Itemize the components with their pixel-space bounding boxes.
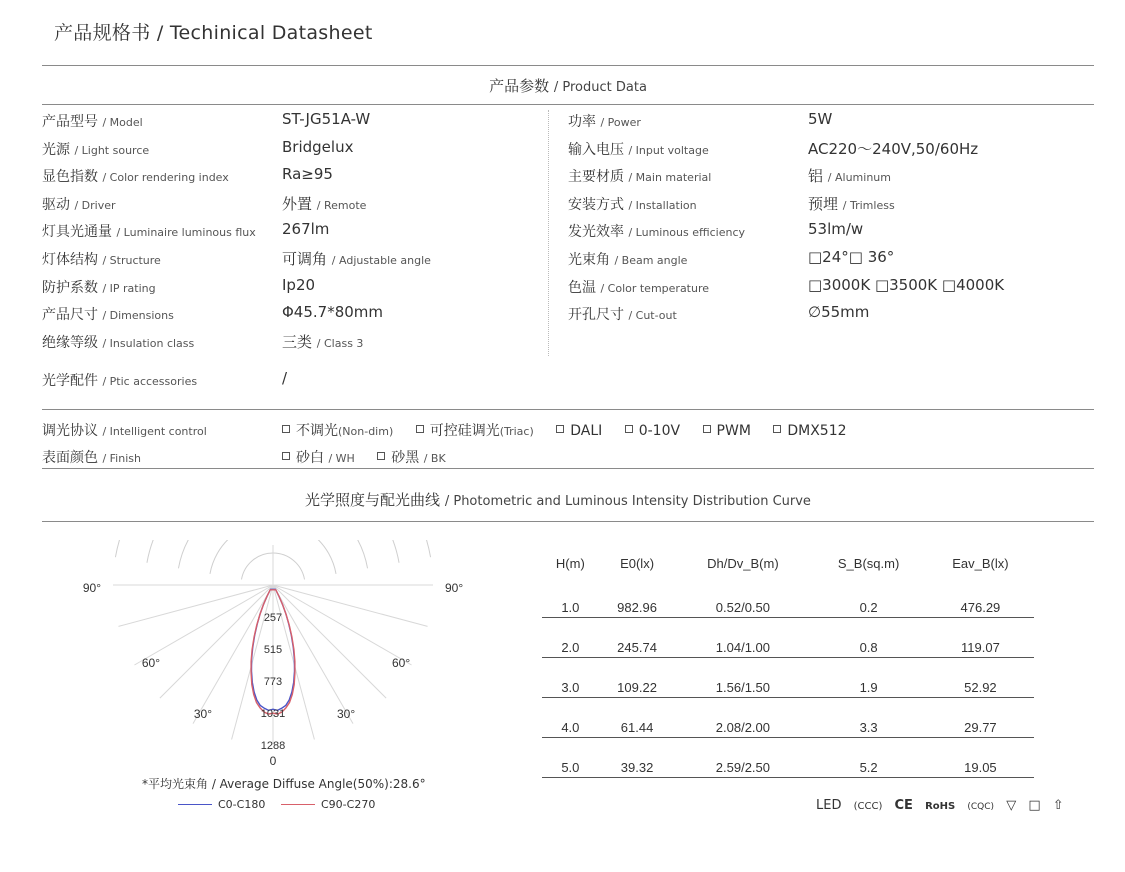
spec-value: 预埋: [808, 194, 839, 213]
ccc-mark-icon: (CCC): [853, 801, 883, 812]
radial-tick-label: 1031: [260, 708, 286, 720]
spec-label-en: / Color temperature: [600, 281, 710, 295]
table-header-cell: E0(lx): [620, 555, 655, 571]
radial-tick-label: 257: [263, 612, 283, 624]
table-row: [542, 658, 1034, 698]
table-cell: 245.74: [599, 618, 676, 658]
control-label-cn: 调光协议: [42, 423, 98, 439]
spec-value: Φ45.7*80mm: [282, 303, 384, 322]
angle-label-left-90: 90°: [82, 581, 101, 595]
spec-value: AC220～240V,50/60Hz: [808, 139, 979, 158]
table-cell: 5.0: [542, 738, 599, 778]
spec-right-label-4: [568, 221, 745, 241]
spec-label-cn: 防护系数: [42, 279, 98, 296]
control-option-pwm[interactable]: PWM: [703, 423, 751, 439]
spec-label-cn: 色温: [568, 279, 596, 296]
legend-c0-swatch: [178, 804, 212, 805]
divider-photometric: [42, 521, 1094, 522]
spec-value: 三类: [282, 332, 313, 351]
spec-left-label-0: [42, 111, 143, 131]
spec-value: 可调角: [282, 250, 328, 268]
spec-label-cn: 灯具光通量: [42, 224, 112, 241]
certification-marks: [816, 798, 1072, 813]
table-cell: 1.56/1.50: [675, 658, 810, 698]
table-header-cell: H(m): [555, 555, 585, 571]
spec-label-cn: 灯体结构: [42, 252, 98, 268]
angle-label-left-60: 60°: [141, 656, 160, 670]
square-mark-icon: □: [1028, 798, 1041, 813]
table-row: [542, 738, 1034, 778]
table-row: [542, 618, 1034, 658]
table-row: [542, 578, 1034, 618]
spec-label-cn: 显色指数: [42, 169, 98, 186]
table-cell: 119.07: [927, 618, 1034, 658]
table-cell: 4.0: [542, 698, 599, 738]
spec-value-en: / Class 3: [316, 336, 364, 350]
spec-label-cn: 安装方式: [568, 196, 624, 213]
polar-distribution-chart: [70, 540, 490, 772]
spec-label-en: / Cut-out: [628, 309, 677, 323]
spec-value: 外置: [282, 194, 313, 213]
spec-right-label-5: [568, 249, 687, 269]
spec-left-value-7: [282, 303, 383, 321]
control-option-nondim[interactable]: 不调光(Non-dim): [282, 420, 393, 440]
spec-label-en: / Beam angle: [614, 254, 688, 267]
polar-spoke: [273, 585, 356, 724]
table-header-cell: Dh/Dv_B(m): [707, 555, 779, 571]
spec-left-value-5: [282, 248, 431, 269]
table-cell: 1.04/1.00: [675, 618, 810, 658]
spec-left-label-1: [42, 139, 149, 159]
angle-label-right-60: 60°: [392, 656, 411, 670]
spec-right-value-3: [808, 193, 895, 214]
spec-label-en: / IP rating: [102, 281, 156, 295]
finish-options: [282, 447, 464, 467]
polar-spoke: [273, 585, 386, 698]
spec-label-en: / Dimensions: [102, 309, 174, 323]
spec-label-cn: 光源: [42, 141, 70, 158]
spec-label-cn: 产品型号: [42, 114, 98, 130]
spec-label-en: / Installation: [628, 198, 697, 212]
table-cell: 109.22: [599, 658, 676, 698]
legend-c90-swatch: [281, 804, 315, 805]
spec-value: 铝: [808, 167, 824, 186]
spec-label-cn: 输入电压: [568, 141, 624, 158]
spec-left-label-6: [42, 277, 156, 297]
table-cell: 1.9: [810, 658, 926, 698]
product-data-heading: [42, 75, 1094, 96]
spec-left-value-8: [282, 331, 363, 352]
spec-label-cn: 发光效率: [568, 224, 624, 241]
spec-value-en: / Adjustable angle: [331, 254, 431, 267]
ce-mark-icon: CE: [894, 798, 913, 813]
checkbox-icon: [625, 425, 633, 433]
spec-label-cn: 光束角: [568, 252, 610, 268]
spec-label-en: / Color rendering index: [102, 171, 229, 185]
table-cell: 3.3: [810, 698, 926, 738]
table-cell: 2.59/2.50: [675, 738, 810, 778]
spec-left-value-1: [282, 138, 353, 156]
optic-value: /: [282, 369, 288, 387]
legend-c90: C90-C270: [281, 798, 375, 811]
spec-right-label-0: [568, 111, 641, 131]
spec-label-cn: 驱动: [42, 196, 70, 213]
spec-right-value-2: [808, 165, 891, 186]
document-title: 产品规格书 / Techinical Datasheet: [54, 22, 373, 44]
chart-caption: *平均光束角 / Average Diffuse Angle(50%):28.6°: [142, 777, 426, 791]
polar-spoke: [118, 585, 273, 626]
table-cell: 982.96: [599, 578, 676, 618]
spec-left-label-4: [42, 221, 256, 241]
spec-right-value-7: [808, 303, 869, 321]
checkbox-icon: [282, 452, 290, 460]
control-option-dmx512[interactable]: DMX512: [773, 423, 846, 439]
rohs-mark-icon: RoHS: [925, 801, 956, 812]
checkbox-icon: [703, 425, 711, 433]
spec-label-en: / Driver: [74, 198, 116, 212]
divider-top: [42, 65, 1094, 66]
polar-spoke: [160, 585, 273, 698]
finish-option-bk[interactable]: 砂黑 / BK: [377, 447, 445, 467]
finish-label-en: / Finish: [102, 452, 141, 465]
finish-option-wh[interactable]: 砂白 / WH: [282, 447, 355, 467]
spec-right-label-6: [568, 277, 709, 297]
radial-tick-label: 773: [263, 676, 283, 688]
table-cell: 476.29: [927, 578, 1034, 618]
spec-value: □24°□ 36°: [808, 248, 895, 266]
optic-label-cn: 光学配件: [42, 373, 98, 389]
spec-value-en: / Remote: [316, 198, 367, 212]
spec-label-en: / Light source: [74, 143, 150, 157]
table-cell: 2.0: [542, 618, 599, 658]
spec-right-label-3: [568, 194, 697, 214]
spec-left-label-5: [42, 249, 161, 269]
control-label-en: / Intelligent control: [102, 425, 207, 438]
spec-value: 5W: [808, 110, 833, 128]
optic-label-en: / Ptic accessories: [102, 375, 198, 388]
spec-value: Ip20: [282, 275, 316, 294]
divider-product: [42, 104, 1094, 105]
spec-label-en: / Luminous efficiency: [628, 226, 746, 240]
angle-label-left-30: 30°: [193, 707, 212, 721]
table-cell: 52.92: [927, 658, 1034, 698]
control-option-triac[interactable]: 可控硅调光(Triac): [416, 420, 534, 440]
spec-label-cn: 产品尺寸: [42, 307, 98, 324]
finish-label-cn: 表面颜色: [42, 450, 98, 466]
checkbox-icon: [556, 425, 564, 433]
table-cell: 0.2: [810, 578, 926, 618]
photometric-heading-cn: 光学照度与配光曲线: [305, 491, 441, 509]
control-label: [42, 420, 207, 440]
spec-label-en: / Insulation class: [102, 336, 195, 350]
spec-left-value-0: [282, 110, 370, 128]
table-row: [542, 698, 1034, 738]
spec-left-value-2: [282, 165, 333, 183]
table-cell: 29.77: [927, 698, 1034, 738]
divider-control: [42, 409, 1094, 410]
table-cell: 3.0: [542, 658, 599, 698]
spec-right-label-2: [568, 166, 711, 186]
control-option-0-10v[interactable]: 0-10V: [625, 423, 680, 439]
spec-left-label-2: [42, 166, 229, 186]
table-body: [542, 578, 1034, 778]
radial-tick-label: 515: [263, 644, 283, 656]
angle-label-right-90: 90°: [445, 581, 464, 595]
spec-left-label-7: [42, 304, 174, 324]
spec-left-value-4: [282, 220, 329, 238]
checkbox-icon: [416, 425, 424, 433]
polar-spoke: [193, 585, 273, 724]
spec-label-cn: 功率: [568, 114, 596, 130]
spec-right-label-1: [568, 139, 709, 159]
angle-label-right-30: 30°: [337, 707, 356, 721]
spec-label-en: / Main material: [628, 171, 712, 185]
table-cell: 5.2: [810, 738, 926, 778]
spec-column-divider: [548, 110, 549, 356]
table-cell: 19.05: [927, 738, 1034, 778]
spec-label-cn: 绝缘等级: [42, 334, 98, 351]
spec-left-label-8: [42, 332, 194, 352]
control-options: [282, 420, 865, 440]
spec-right-value-0: [808, 110, 832, 128]
spec-right-value-1: [808, 138, 978, 159]
photometric-heading: [42, 489, 1094, 510]
spec-right-value-4: [808, 220, 863, 238]
spec-label-en: / Power: [600, 116, 641, 129]
spec-label-cn: 开孔尺寸: [568, 307, 624, 324]
house-mark-icon: ⇧: [1052, 798, 1064, 813]
spec-value: 53lm/w: [808, 220, 864, 239]
polar-spoke: [273, 585, 428, 626]
radial-tick-label: 1288: [260, 740, 286, 752]
checkbox-icon: [377, 452, 385, 460]
spec-label-en: / Model: [102, 116, 143, 129]
spec-label-en: / Structure: [102, 254, 161, 267]
spec-value-en: / Trimless: [842, 198, 895, 212]
table-cell: 0.8: [810, 618, 926, 658]
finish-label: [42, 447, 141, 467]
table-cell: 61.44: [599, 698, 676, 738]
spec-right-value-6: [808, 276, 1004, 294]
checkbox-icon: [773, 425, 781, 433]
product-data-heading-en: / Product Data: [553, 80, 647, 95]
table-cell: 1.0: [542, 578, 599, 618]
spec-value: Bridgelux: [282, 137, 354, 156]
table-cell: 2.08/2.00: [675, 698, 810, 738]
spec-value: ∅55mm: [808, 303, 870, 322]
spec-right-label-7: [568, 304, 677, 324]
spec-value: 267lm: [282, 220, 330, 239]
product-data-heading-cn: 产品参数: [489, 77, 550, 95]
table-header-cell: Eav_B(lx): [952, 555, 1009, 571]
spec-left-label-3: [42, 194, 116, 214]
spec-label-en: / Input voltage: [628, 143, 709, 157]
divider-finish: [42, 468, 1094, 469]
spec-label-en: / Luminaire luminous flux: [116, 226, 256, 240]
triangle-mark-icon: ▽: [1006, 798, 1017, 813]
spec-right-value-5: [808, 248, 894, 266]
table-cell: 39.32: [599, 738, 676, 778]
table-header-row: [542, 548, 1034, 578]
legend-c0: C0-C180: [178, 798, 265, 811]
table-header-cell: S_B(sq.m): [837, 555, 900, 571]
spec-value: ST-JG51A-W: [282, 110, 371, 128]
checkbox-icon: [282, 425, 290, 433]
spec-label-cn: 主要材质: [568, 169, 624, 186]
angle-label-bottom: 0: [269, 754, 277, 768]
photometric-heading-en: / Photometric and Luminous Intensity Distribution Curve: [444, 494, 811, 509]
spec-value-en: / Aluminum: [827, 171, 891, 185]
spec-left-value-3: [282, 193, 366, 214]
table-cell: 0.52/0.50: [675, 578, 810, 618]
led-mark: LED: [816, 798, 842, 813]
photometric-table: [542, 548, 1034, 778]
spec-value: Ra≥95: [282, 165, 333, 184]
cqc-mark-icon: (CQC): [967, 802, 995, 812]
optic-label: [42, 370, 197, 390]
spec-left-value-6: [282, 276, 315, 294]
control-option-dali[interactable]: DALI: [556, 423, 602, 439]
spec-value: □3000K □3500K □4000K: [808, 275, 1005, 294]
